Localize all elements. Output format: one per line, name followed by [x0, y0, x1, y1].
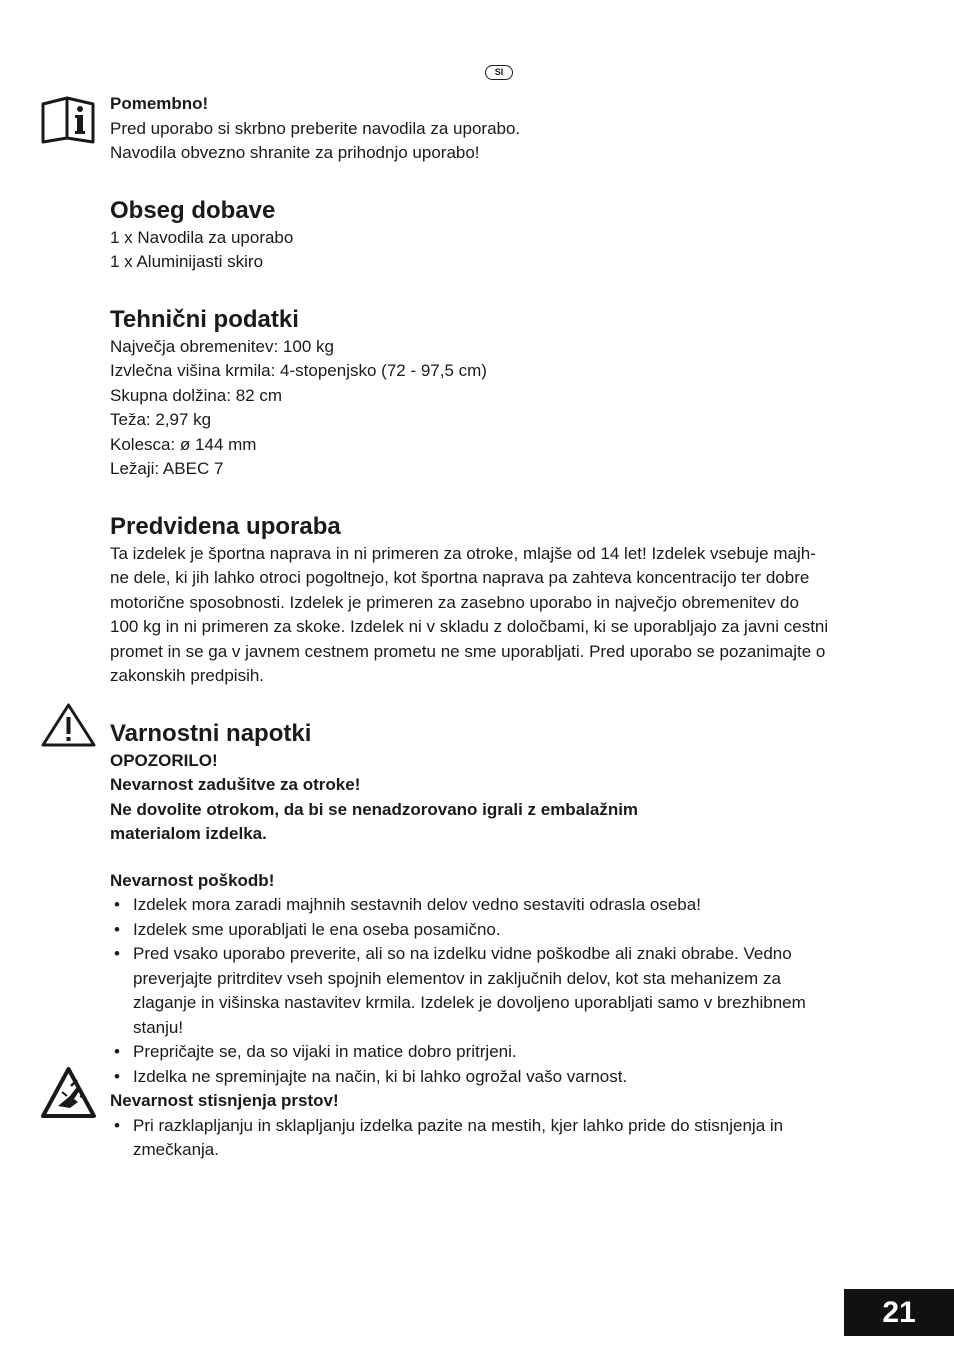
important-title: Pomembno!	[110, 94, 209, 113]
tech-section	[110, 305, 890, 482]
list-item-line: Izdelek mora zaradi majhnih sestavnih delov vedno sestaviti odrasla oseba!	[133, 895, 701, 914]
intended-use-line: motorične sposobnosti. Izdelek je primeren za zasebno uporabo in največjo obremenitev do	[110, 592, 799, 612]
list-item	[110, 918, 890, 943]
list-item	[110, 1065, 890, 1090]
safety-heading: Varnostni napotki	[110, 719, 312, 747]
injury-list	[110, 893, 890, 1089]
delivery-heading: Obseg dobave	[110, 196, 276, 224]
finger-pinch-hazard-icon	[40, 1066, 97, 1120]
list-item-line: Izdelek sme uporabljati le ena oseba posamično.	[133, 919, 501, 939]
list-item-line: zmečkanja.	[133, 1140, 219, 1159]
tech-item: Teža: 2,97 kg	[110, 410, 212, 429]
important-line: Navodila obvezno shranite za prihodnjo uporabo!	[110, 143, 480, 162]
intended-use-heading: Predvidena uporaba	[110, 512, 341, 540]
list-item-line: • Pred vsako uporabo preverite, ali so na izdelku vidne poškodbe ali znaki obrabe. Vedno	[133, 944, 792, 963]
tech-item: Izvlečna višina krmila: 4-stopenjsko (72 - 97,5 cm)	[110, 361, 487, 380]
list-item-line: zlaganje in višinska nastavitev krmila. Izdelek je dovoljeno uporabljati samo v brezhibnem	[133, 993, 806, 1012]
intended-use-line: 100 kg in ni primeren za skoke. Izdelek ni v skladu z določbami, ki se uporabljajo za javni cestni	[110, 617, 829, 636]
info-book-icon	[40, 96, 96, 144]
intended-use-line: ne dele, ki jih lahko otroci pogoltnejo, kot športna naprava pa zahteva koncentracijo ter dobre	[110, 568, 810, 587]
injury-block	[110, 869, 890, 1090]
tech-heading: Tehnični podatki	[110, 305, 299, 333]
intended-use-section	[110, 512, 890, 689]
safety-section	[110, 719, 890, 1163]
intended-use-line: promet in se ga v javnem cestnem prometu ne sme uporabljati. Pred uporabo se pozanimajte o	[110, 641, 826, 661]
delivery-section	[110, 196, 890, 275]
tech-item: Največja obremenitev: 100 kg	[110, 336, 334, 356]
delivery-item: 1 x Navodila za uporabo	[110, 227, 294, 247]
pinch-title: Nevarnost stisnjenja prstov!	[110, 1091, 339, 1110]
injury-title: Nevarnost poškodb!	[110, 870, 275, 890]
important-line: Pred uporabo si skrbno preberite navodila za uporabo.	[110, 118, 521, 138]
pinch-list	[110, 1114, 890, 1163]
list-item	[110, 1114, 890, 1163]
list-item-line: Prepričajte se, da so vijaki in matice dobro pritrjeni.	[133, 1042, 517, 1061]
tech-item: Skupna dolžina: 82 cm	[110, 385, 282, 405]
warning-line: materialom izdelka.	[110, 824, 267, 843]
delivery-item: 1 x Aluminijasti skiro	[110, 252, 264, 271]
warning-line: Nevarnost zadušitve za otroke!	[110, 775, 361, 794]
language-badge: SI	[485, 65, 513, 80]
list-item-line: stanju!	[133, 1017, 184, 1037]
list-item	[110, 1040, 890, 1065]
tech-item: Kolesca: ø 144 mm	[110, 434, 257, 454]
intended-use-line: zakonskih predpisih.	[110, 666, 265, 685]
list-item-line: Izdelka ne spreminjajte na način, ki bi lahko ogrožal vašo varnost.	[133, 1066, 628, 1086]
page-content	[110, 92, 890, 1163]
pinch-block	[110, 1089, 890, 1163]
intended-use-line: Ta izdelek je športna naprava in ni primeren za otroke, mlajše od 14 let! Izdelek vsebuje majh-	[110, 543, 816, 563]
warning-line: Ne dovolite otrokom, da bi se nenadzorovano igrali z embalažnim	[110, 799, 639, 819]
warning-line: OPOZORILO!	[110, 750, 218, 770]
important-notice	[110, 92, 890, 166]
list-item	[110, 942, 890, 1040]
list-item-line: • Pri razklapljanju in sklapljanju izdelka pazite na mestih, kjer lahko pride do stisnjenja in	[133, 1115, 784, 1135]
list-item	[110, 893, 890, 918]
page-number: 21	[844, 1289, 954, 1336]
warning-triangle-icon	[40, 702, 97, 748]
list-item-line: preverjajte pritrditev vseh spojnih elementov in zaključnih delov, kot sta mehanizem za	[133, 968, 781, 988]
tech-item: Ležaji: ABEC 7	[110, 459, 224, 478]
